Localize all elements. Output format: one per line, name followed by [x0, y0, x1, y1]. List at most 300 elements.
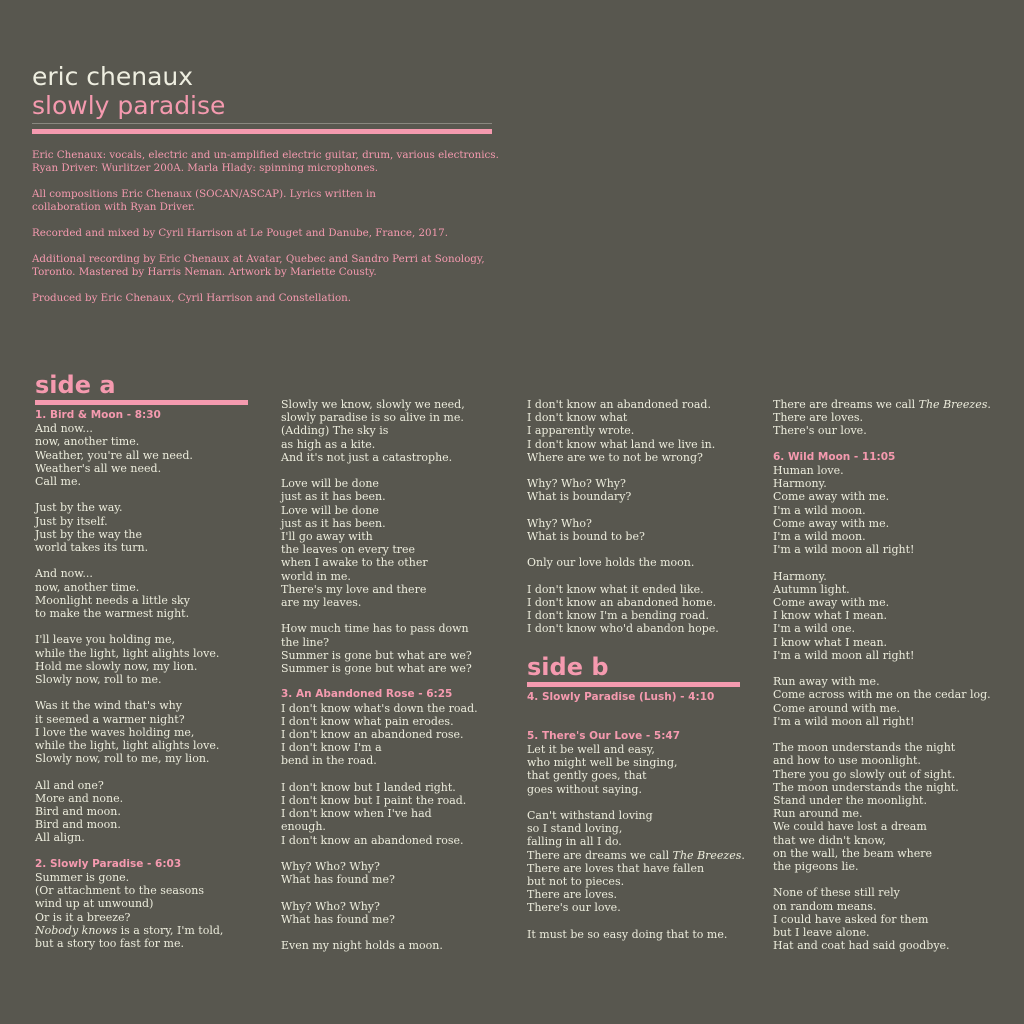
lyric-text: I don't know an abandoned rose. [281, 833, 464, 847]
lyric-line [35, 699, 250, 712]
lyric-line [35, 475, 250, 488]
lyric-line [773, 741, 1013, 754]
lyric-line [281, 754, 521, 767]
lyric-text: falling in all I do. [527, 835, 622, 849]
lyric-text: when I awake to the other [281, 556, 428, 570]
side-b-title: side b [527, 652, 609, 681]
lyric-line [773, 490, 1013, 503]
lyric-text: as high as a kite. [281, 437, 376, 451]
lyric-line [281, 860, 521, 873]
lyric-text: Love will be done [281, 477, 379, 491]
lyrics-column-3 [527, 398, 767, 954]
lyric-text: I'm a wild one. [773, 622, 856, 636]
lyric-stanza [35, 501, 250, 554]
lyric-text: And now... [35, 422, 93, 436]
lyric-line [281, 490, 521, 503]
lyric-stanza [527, 928, 767, 941]
lyric-text: Why? Who? Why? [281, 860, 380, 874]
lyric-line [773, 609, 1013, 622]
lyric-line [281, 662, 521, 675]
lyric-text: I don't know an abandoned rose. [281, 728, 464, 742]
track-title: 4. Slowly Paradise (Lush) - 4:10 [527, 690, 715, 703]
lyrics-column-4 [773, 398, 1013, 966]
side-a-rule [35, 400, 248, 405]
header-thick-rule [32, 129, 492, 134]
lyric-text: I'm a wild moon all right! [773, 648, 915, 662]
album-header [32, 62, 492, 134]
lyric-text: Run around me. [773, 807, 863, 821]
lyric-line [773, 820, 1013, 833]
lyric-line [281, 583, 521, 596]
lyric-text: wind up at unwound) [35, 897, 154, 911]
lyric-text: Summer is gone but what are we? [281, 648, 472, 662]
lyrics-column-2 [281, 398, 521, 966]
lyric-text: the line? [281, 635, 330, 649]
lyric-line [281, 570, 521, 583]
lyric-line [773, 636, 1013, 649]
lyric-text: None of these still rely [773, 886, 900, 900]
lyric-line [773, 411, 1013, 424]
lyric-line [281, 504, 521, 517]
lyric-line [527, 809, 767, 822]
lyric-stanza [527, 583, 767, 636]
lyric-line [773, 398, 1013, 411]
lyric-line [527, 743, 767, 756]
lyric-text: that we didn't know, [773, 833, 887, 847]
lyric-text: Why? Who? Why? [281, 899, 380, 913]
lyric-stanza [773, 675, 1013, 728]
lyric-text: The moon understands the night [773, 741, 956, 755]
lyric-line [281, 411, 521, 424]
lyric-text: Weather's all we need. [35, 461, 162, 475]
lyric-line [527, 862, 767, 875]
lyric-text: I don't know what [527, 411, 628, 425]
lyric-text: There are loves. [773, 411, 864, 425]
lyric-text: Why? Who? Why? [527, 477, 626, 491]
lyric-line [527, 888, 767, 901]
album-title: slowly paradise [32, 91, 226, 120]
lyric-text: but a story too fast for me. [35, 937, 184, 951]
lyric-text: Why? Who? [527, 516, 592, 530]
lyric-line [773, 675, 1013, 688]
lyric-line [773, 688, 1013, 701]
lyric-text: Harmony. [773, 569, 827, 583]
lyric-line [281, 728, 521, 741]
lyric-text: I love the waves holding me, [35, 725, 195, 739]
lyric-text: to make the warmest night. [35, 607, 190, 621]
lyric-text: Love will be done [281, 503, 379, 517]
lyric-line [281, 517, 521, 530]
lyric-text: Human love. [773, 464, 844, 477]
lyric-stanza [773, 464, 1013, 556]
lyric-line [527, 875, 767, 888]
lyric-stanza [527, 517, 767, 543]
lyric-stanza [773, 398, 1013, 438]
lyric-text: I know what I mean. [773, 609, 888, 623]
lyric-line [773, 807, 1013, 820]
lyric-line [773, 754, 1013, 767]
lyric-line [35, 660, 250, 673]
lyric-line [773, 570, 1013, 583]
lyric-text: I don't know what's down the road. [281, 701, 478, 715]
lyric-text: the pigeons lie. [773, 860, 859, 874]
lyric-line [35, 501, 250, 514]
lyric-text: I know what I mean. [773, 635, 888, 649]
side-b-rule [527, 682, 740, 687]
lyric-line [35, 911, 250, 924]
lyric-line [281, 741, 521, 754]
lyric-line [35, 779, 250, 792]
lyric-line [35, 924, 250, 937]
lyric-text: Come across with me on the cedar log. [773, 688, 991, 702]
lyric-line [527, 583, 767, 596]
lyric-text: It must be so easy doing that to me. [527, 927, 728, 941]
lyric-line [281, 398, 521, 411]
lyric-line [773, 583, 1013, 596]
lyric-line [773, 702, 1013, 715]
lyric-line [527, 556, 767, 569]
lyric-stanza [281, 860, 521, 886]
lyric-text: Bird and moon. [35, 805, 121, 819]
side-b-heading [527, 654, 767, 687]
lyric-line [527, 835, 767, 848]
lyric-text: Weather, you're all we need. [35, 448, 193, 462]
lyric-line [773, 622, 1013, 635]
lyric-text: There are dreams we call [527, 848, 673, 862]
lyric-line [35, 528, 250, 541]
lyric-text: world in me. [281, 569, 351, 583]
lyric-stanza [527, 743, 767, 796]
lyric-line [281, 543, 521, 556]
lyric-line [281, 807, 521, 820]
lyric-text: Let it be well and easy, [527, 743, 655, 756]
lyric-stanza [773, 886, 1013, 952]
lyric-line [281, 702, 521, 715]
lyric-line [527, 424, 767, 437]
lyric-line [527, 769, 767, 782]
lyric-text: There are loves. [527, 888, 618, 902]
lyric-line [773, 424, 1013, 437]
lyric-line [35, 673, 250, 686]
lyric-line [773, 504, 1013, 517]
credit-paragraph: All compositions Eric Chenaux (SOCAN/ASCAP). Lyrics written in collaboration with Ryan Driver. [32, 188, 376, 213]
lyric-text: Slowly we know, slowly we need, [281, 398, 465, 411]
lyric-text: but not to pieces. [527, 875, 625, 889]
lyric-line [773, 913, 1013, 926]
lyric-line [35, 713, 250, 726]
lyric-text: Just by itself. [35, 514, 108, 528]
lyric-stanza [35, 699, 250, 765]
lyric-text: Run away with me. [773, 675, 880, 689]
lyric-line [281, 781, 521, 794]
lyric-line [35, 937, 250, 950]
track-title: 3. An Abandoned Rose - 6:25 [281, 688, 453, 701]
lyric-text: Where are we to not be wrong? [527, 450, 703, 464]
lyric-line [527, 490, 767, 503]
lyric-text: Slowly now, roll to me. [35, 673, 162, 687]
lyric-line [35, 739, 250, 752]
lyric-line [527, 596, 767, 609]
lyric-text: We could have lost a dream [773, 820, 927, 834]
lyric-line [527, 530, 767, 543]
lyric-stanza [35, 779, 250, 845]
lyric-text: . [741, 848, 745, 862]
lyric-text: now, another time. [35, 435, 140, 449]
lyric-text: I'll leave you holding me, [35, 633, 175, 647]
lyric-line [773, 939, 1013, 952]
lyric-text: What has found me? [281, 873, 395, 887]
lyric-line [527, 756, 767, 769]
lyric-line [281, 794, 521, 807]
lyric-line [773, 886, 1013, 899]
lyric-text: Come away with me. [773, 516, 890, 530]
lyric-stanza [281, 781, 521, 847]
lyric-line [35, 633, 250, 646]
track-title: 5. There's Our Love - 5:47 [527, 729, 681, 742]
lyric-line [773, 517, 1013, 530]
lyric-text: I don't know but I landed right. [281, 780, 456, 794]
lyric-text: And now... [35, 567, 93, 581]
lyric-text: Hat and coat had said goodbye. [773, 939, 950, 953]
lyric-text: that gently goes, that [527, 769, 647, 783]
lyric-text: enough. [281, 820, 326, 834]
lyric-line [527, 609, 767, 622]
lyric-line [773, 794, 1013, 807]
lyric-text: What is bound to be? [527, 530, 645, 543]
lyric-text: There's my love and there [281, 582, 427, 596]
lyric-line [773, 847, 1013, 860]
lyric-line [773, 649, 1013, 662]
lyric-line [773, 834, 1013, 847]
lyric-line [281, 622, 521, 635]
lyric-text: There are loves that have fallen [527, 861, 705, 875]
lyric-text: What has found me? [281, 912, 395, 926]
lyric-text: Can't withstand loving [527, 809, 653, 822]
lyric-line [281, 451, 521, 464]
lyric-text: How much time has to pass down [281, 622, 469, 636]
lyric-text: Come away with me. [773, 490, 890, 504]
lyric-line [773, 530, 1013, 543]
lyric-text: Come away with me. [773, 596, 890, 610]
lyric-stanza [281, 900, 521, 926]
lyric-text: just as it has been. [281, 516, 386, 530]
lyric-line [281, 530, 521, 543]
lyric-text: I'm a wild moon all right! [773, 543, 915, 557]
lyric-text: . [987, 398, 991, 411]
lyric-text: on random means. [773, 899, 877, 913]
track-title: 2. Slowly Paradise - 6:03 [35, 857, 182, 870]
lyric-text: while the light, light alights love. [35, 739, 220, 753]
lyric-line [773, 926, 1013, 939]
lyric-line [527, 928, 767, 941]
lyric-text: bend in the road. [281, 754, 377, 768]
lyric-text: slowly paradise is so alive in me. [281, 411, 464, 425]
side-a-heading [35, 372, 250, 405]
lyric-stanza [527, 477, 767, 503]
lyric-line [35, 871, 250, 884]
lyric-line [281, 900, 521, 913]
lyric-text: Or is it a breeze? [35, 910, 131, 924]
lyric-line [281, 939, 521, 952]
lyric-text: I'll go away with [281, 530, 373, 544]
lyric-text: I could have asked for them [773, 912, 929, 926]
lyric-text: Moonlight needs a little sky [35, 593, 190, 607]
lyric-line [527, 398, 767, 411]
lyric-stanza [773, 570, 1013, 662]
lyric-text: I'm a wild moon. [773, 503, 866, 517]
lyric-line [35, 752, 250, 765]
lyric-line [527, 901, 767, 914]
lyric-stanza [281, 702, 521, 768]
lyric-text: I don't know an abandoned home. [527, 595, 717, 609]
lyric-text: All align. [35, 831, 85, 845]
lyric-line [35, 726, 250, 739]
lyric-line [773, 464, 1013, 477]
lyric-line [35, 805, 250, 818]
lyric-line [281, 636, 521, 649]
lyric-text: And it's not just a catastrophe. [281, 450, 453, 464]
lyric-text: world takes its turn. [35, 541, 149, 555]
lyric-stanza [35, 422, 250, 488]
lyric-text: Slowly now, roll to me, my lion. [35, 752, 210, 766]
lyric-text: but I leave alone. [773, 926, 870, 940]
lyric-text: I don't know an abandoned road. [527, 398, 711, 411]
lyric-text: Autumn light. [773, 582, 850, 596]
header-thin-rule [32, 123, 492, 124]
lyric-text: Summer is gone but what are we? [281, 662, 472, 676]
lyric-line [35, 792, 250, 805]
track-title: 1. Bird & Moon - 8:30 [35, 409, 161, 421]
lyric-line [281, 913, 521, 926]
lyric-stanza [35, 633, 250, 686]
lyric-text: Just by the way. [35, 501, 123, 515]
lyric-text: What is boundary? [527, 490, 632, 504]
lyric-line [35, 831, 250, 844]
lyric-line [35, 594, 250, 607]
lyric-line [527, 849, 767, 862]
lyric-text: I don't know what pain erodes. [281, 714, 454, 728]
credit-paragraph: Additional recording by Eric Chenaux at Avatar, Quebec and Sandro Perri at Sonology, Toronto. Mastered by Harris Neman. Artwork by Mariette Cousty. [32, 253, 485, 278]
track-title: 6. Wild Moon - 11:05 [773, 450, 896, 463]
lyric-text: I don't know I'm a [281, 741, 382, 755]
lyric-line [773, 596, 1013, 609]
lyric-text: Summer is gone. [35, 871, 130, 885]
lyric-text: I don't know when I've had [281, 807, 432, 821]
lyric-line [773, 768, 1013, 781]
lyric-text: Was it the wind that's why [35, 699, 182, 713]
lyric-text: Just by the way the [35, 527, 143, 541]
lyric-text: All and one? [35, 778, 104, 792]
lyric-line [281, 649, 521, 662]
lyric-stanza [527, 809, 767, 915]
lyric-line [281, 438, 521, 451]
lyric-text: now, another time. [35, 580, 140, 594]
lyric-italic-text: The Breezes [918, 398, 988, 411]
lyric-text: are my leaves. [281, 596, 362, 610]
lyric-text: The moon understands the night. [773, 780, 959, 794]
lyric-text: who might well be singing, [527, 756, 678, 770]
lyrics-column-1 [35, 372, 250, 963]
lyric-stanza [35, 871, 250, 950]
lyric-stanza [281, 939, 521, 952]
lyric-stanza [527, 556, 767, 569]
credit-paragraph: Produced by Eric Chenaux, Cyril Harrison and Constellation. [32, 292, 352, 304]
lyric-line [281, 820, 521, 833]
lyric-line [527, 477, 767, 490]
lyric-line [35, 449, 250, 462]
lyric-text: it seemed a warmer night? [35, 712, 185, 726]
lyric-line [35, 435, 250, 448]
lyric-text: I don't know what land we live in. [527, 437, 716, 451]
credits-block [32, 149, 502, 318]
lyric-line [773, 715, 1013, 728]
lyric-text: There are dreams we call [773, 398, 919, 411]
lyric-line [281, 715, 521, 728]
lyric-text: (Adding) The sky is [281, 424, 389, 438]
lyric-text: the leaves on every tree [281, 543, 416, 557]
lyric-line [35, 647, 250, 660]
lyric-text: Bird and moon. [35, 818, 121, 832]
lyric-text: I don't know who'd abandon hope. [527, 622, 719, 636]
lyric-text: Hold me slowly now, my lion. [35, 659, 198, 673]
lyric-line [527, 783, 767, 796]
lyric-line [527, 517, 767, 530]
lyric-line [281, 556, 521, 569]
lyric-line [35, 515, 250, 528]
lyric-text: Stand under the moonlight. [773, 794, 927, 808]
lyric-text: There's our love. [773, 424, 867, 438]
lyric-stanza [281, 477, 521, 609]
lyric-line [35, 422, 250, 435]
lyric-text: on the wall, the beam where [773, 846, 933, 860]
artist-name: eric chenaux [32, 62, 194, 91]
lyric-text: There you go slowly out of sight. [773, 767, 956, 781]
lyric-line [281, 424, 521, 437]
lyric-line [527, 411, 767, 424]
lyric-text: while the light, light alights love. [35, 646, 220, 660]
lyric-line [35, 567, 250, 580]
lyric-text: There's our love. [527, 901, 621, 915]
lyric-stanza [281, 622, 521, 675]
lyric-line [773, 860, 1013, 873]
lyric-italic-text: The Breezes [672, 848, 742, 862]
lyric-line [281, 834, 521, 847]
lyric-text: and how to use moonlight. [773, 754, 921, 768]
lyric-line [35, 897, 250, 910]
lyric-text: More and none. [35, 791, 124, 805]
credit-paragraph: Recorded and mixed by Cyril Harrison at Le Pouget and Danube, France, 2017. [32, 227, 448, 239]
lyric-line [35, 818, 250, 831]
side-a-title: side a [35, 371, 116, 399]
lyric-text: goes without saying. [527, 782, 642, 796]
lyric-text: Harmony. [773, 477, 827, 491]
lyric-line [35, 607, 250, 620]
lyric-line [281, 477, 521, 490]
lyric-line [281, 873, 521, 886]
lyric-line [35, 884, 250, 897]
lyric-text: I'm a wild moon. [773, 530, 866, 544]
lyric-line [773, 781, 1013, 794]
lyric-line [35, 581, 250, 594]
lyric-stanza [527, 398, 767, 464]
lyric-line [773, 543, 1013, 556]
lyric-line [527, 451, 767, 464]
lyric-line [527, 822, 767, 835]
lyric-text: is a story, I'm told, [117, 923, 224, 937]
lyric-line [773, 477, 1013, 490]
lyric-line [527, 622, 767, 635]
lyric-italic-text: Nobody knows [35, 923, 118, 937]
